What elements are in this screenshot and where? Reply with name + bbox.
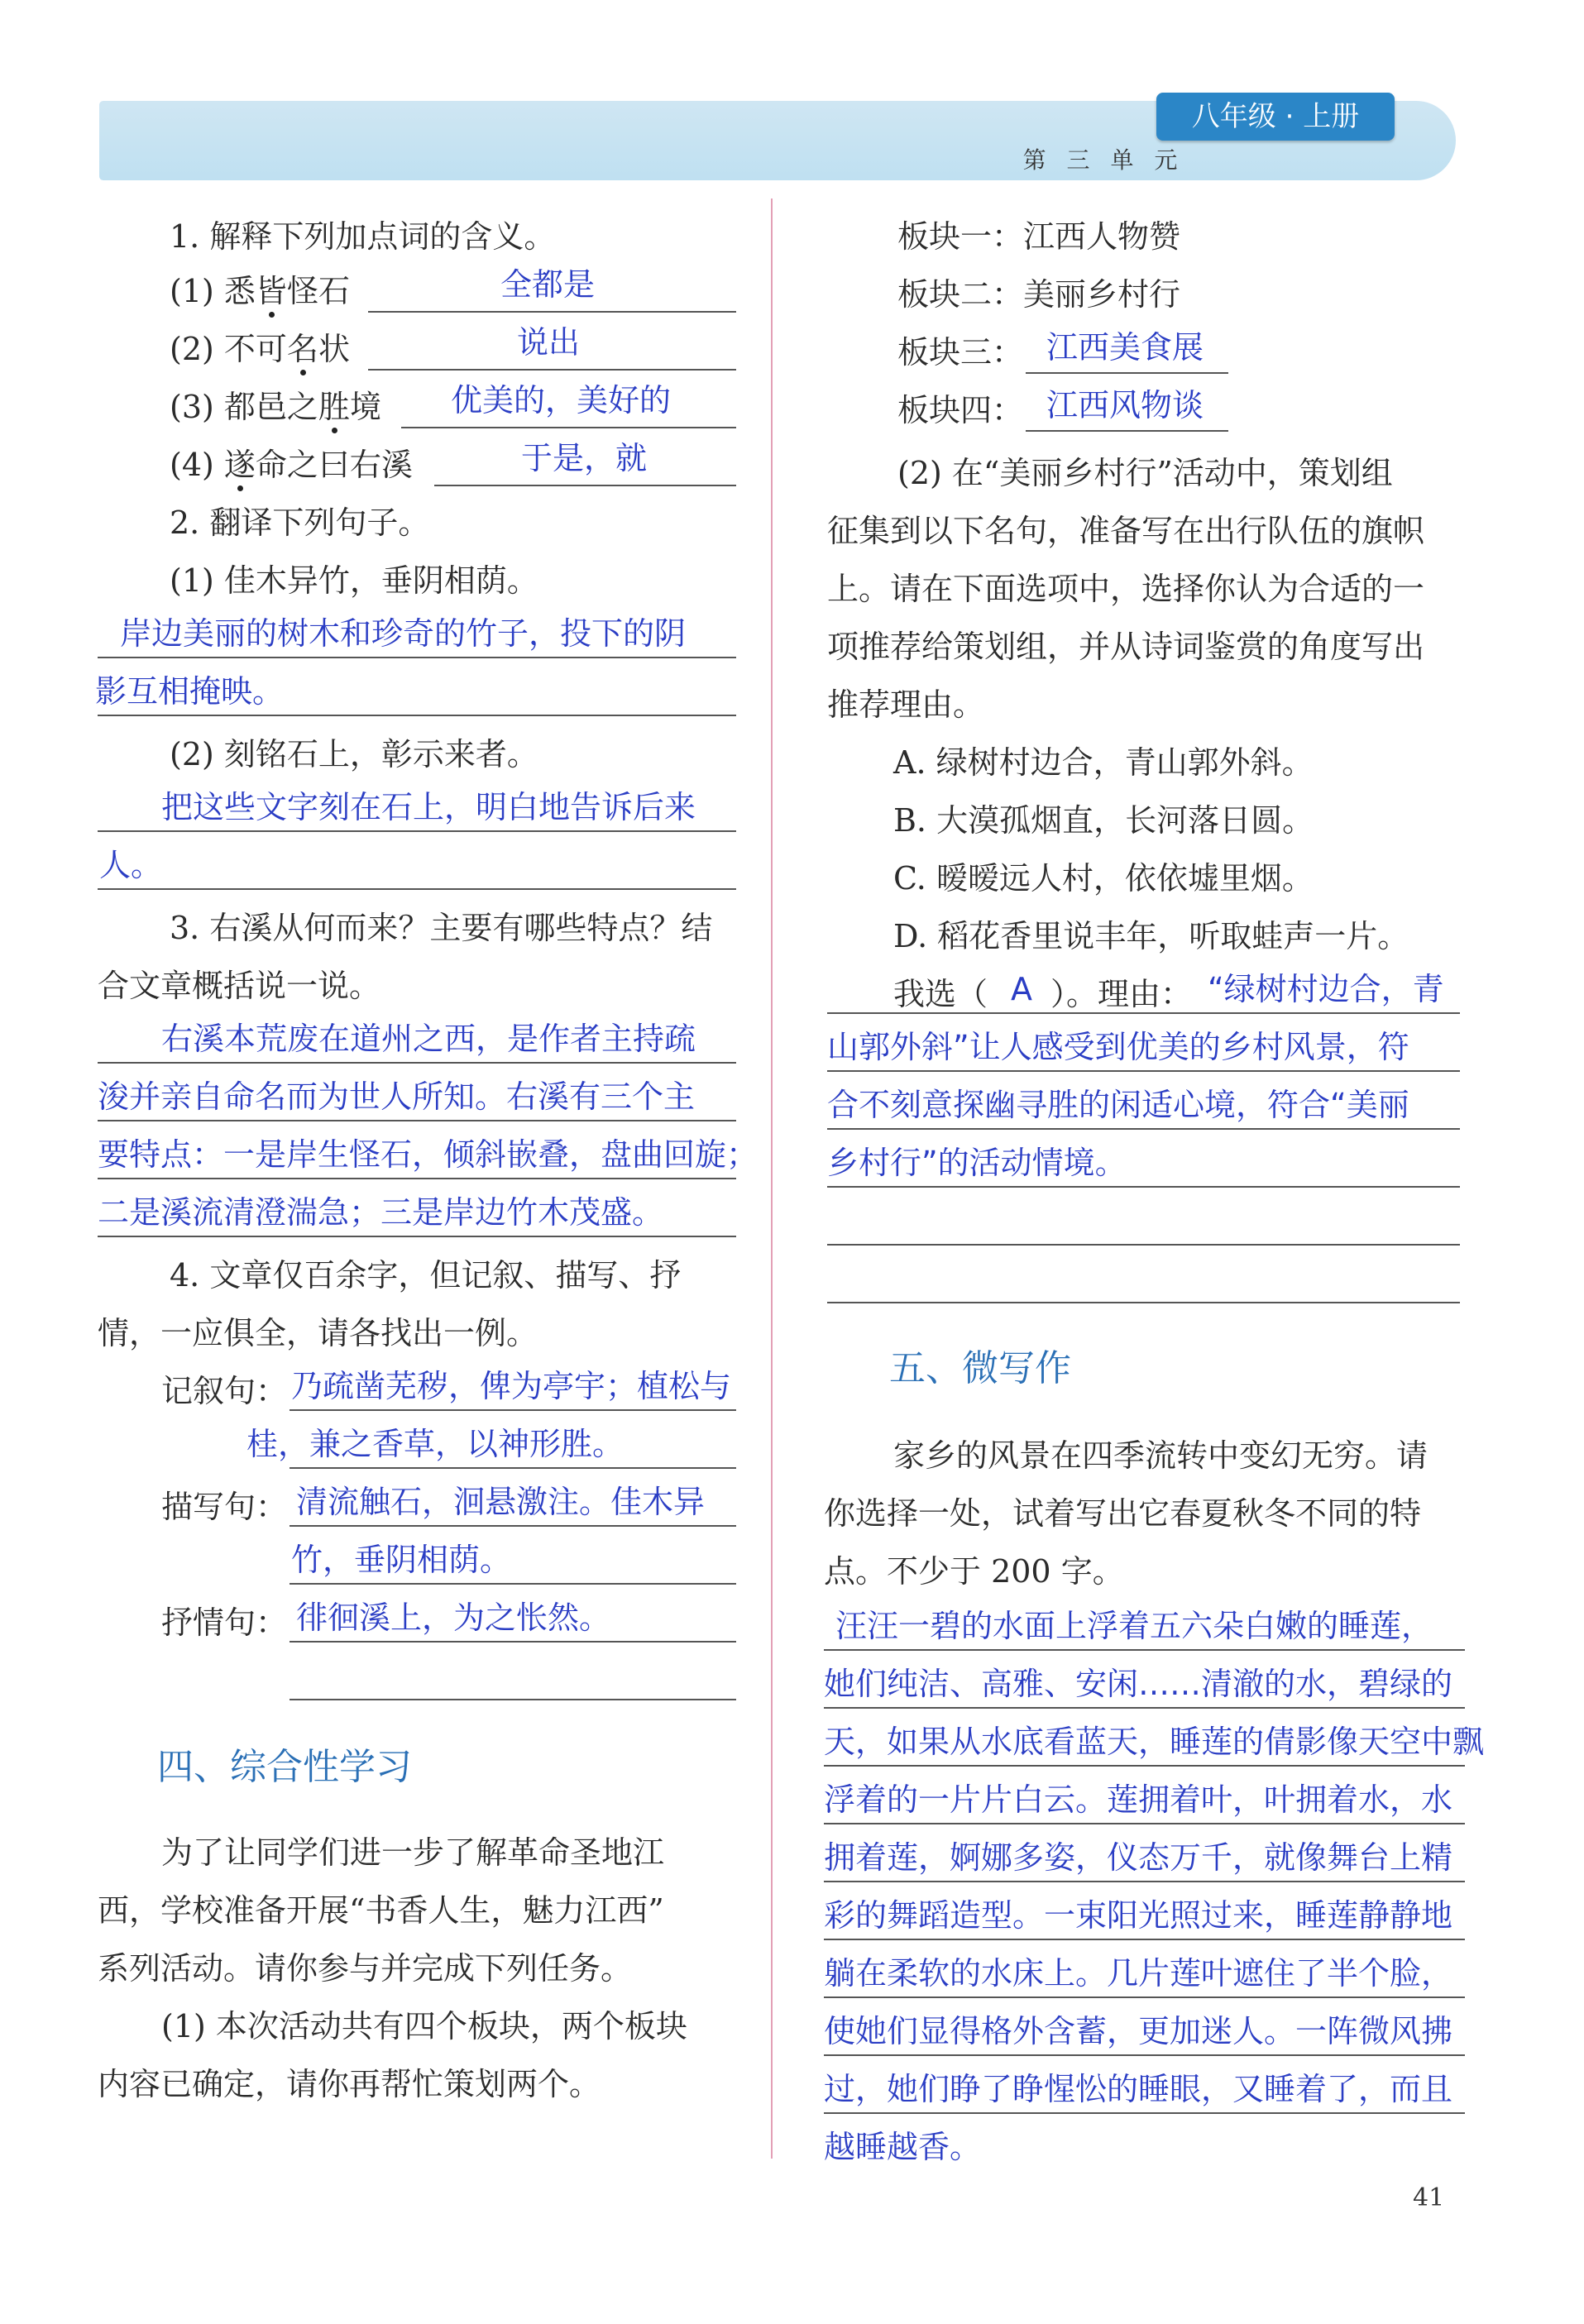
option-a: A. 绿树村边合，青山郭外斜。 [893,744,1314,781]
q1-answer-3: 优美的，美好的 [451,382,672,418]
q2-sentence-2: (2) 刻铭石上，彰示来者。 [170,736,538,772]
answer-line [827,1244,1460,1246]
answer-line [98,715,736,716]
task-2-line-5: 推荐理由。 [827,686,985,723]
essay-line-3: 天，如果从水底看蓝天，睡莲的倩影像天空中飘 [824,1724,1485,1760]
q1-answer-1: 全都是 [500,266,596,303]
answer-line [1026,372,1228,374]
block-1: 板块一：江西人物赞 [897,218,1181,255]
narrate-answer-line-2: 桂，兼之香草，以神形胜。 [246,1426,625,1462]
answer-line [98,888,736,890]
answer-line [824,1996,1465,1998]
answer-line [98,1236,736,1237]
answer-line [827,1128,1460,1130]
answer-line [290,1641,736,1643]
q2-answer-1-line-1: 岸边美丽的树木和珍奇的竹子，投下的阴 [120,615,687,652]
block-3-label: 板块三： [897,334,1024,371]
block-4-answer: 江西风物谈 [1046,387,1204,423]
answer-line [827,1302,1460,1303]
essay-line-6: 彩的舞蹈造型。一束阳光照过来，睡莲静静地 [824,1897,1453,1934]
answer-line [98,830,736,832]
q3-answer-line-2: 浚并亲自命名而为世人所知。右溪有三个主 [98,1078,696,1115]
block-3-answer: 江西美食展 [1046,329,1204,366]
answer-line [401,427,736,428]
essay-line-2: 她们纯洁、高雅、安闲……清澈的水，碧绿的 [824,1666,1453,1702]
task-2-line-4: 项推荐给策划组，并从诗词鉴赏的角度写出 [827,629,1425,665]
reason-line-1: “绿树村边合，青 [1208,971,1444,1007]
q4-prompt-line-1: 4. 文章仅百余字，但记叙、描写、抒 [170,1257,682,1294]
option-c: C. 暧暧远人村，依依墟里烟。 [893,860,1314,897]
section-4-intro-line-3: 系列活动。请你参与并完成下列任务。 [98,1950,633,1987]
describe-answer-line-2: 竹，垂阴相荫。 [291,1542,512,1578]
essay-line-10: 越睡越香。 [824,2129,982,2165]
answer-line [824,1939,1465,1940]
section-5-prompt-line-2: 你选择一处，试着写出它春夏秋冬不同的特 [824,1495,1422,1532]
grade-badge: 八年级 · 上册 [1156,93,1395,141]
essay-line-1: 汪汪一碧的水面上浮着五六朵白嫩的睡莲， [835,1608,1433,1644]
describe-label: 描写句： [161,1489,288,1525]
answer-line [98,657,736,658]
q1-answer-2: 说出 [517,324,581,361]
answer-line [290,1583,736,1585]
answer-line [827,1070,1460,1072]
option-d: D. 稻花香里说丰年，听取蛙声一片。 [893,918,1409,954]
answer-line [368,369,736,371]
section-5-heading: 五、微写作 [889,1347,1071,1389]
answer-line [98,1062,736,1064]
task-2-line-1: (2) 在“美丽乡村行”活动中，策划组 [897,455,1393,491]
q3-answer-line-3: 要特点：一是岸生怪石，倾斜嵌叠，盘曲回旋； [98,1136,759,1173]
q1-item-3: (3) 都邑之胜境 [170,389,381,425]
q1-answer-4: 于是，就 [521,440,648,476]
q4-prompt-line-2: 情，一应俱全，请各找出一例。 [98,1315,538,1351]
essay-line-5: 拥着莲，婀娜多姿，仪态万千，就像舞台上精 [824,1839,1453,1876]
choice-answer: A [1011,971,1032,1007]
q3-answer-line-1: 右溪本荒废在道州之西，是作者主持疏 [161,1021,696,1057]
section-5-prompt-line-1: 家乡的风景在四季流转中变幻无穷。请 [893,1437,1428,1474]
answer-line [290,1699,736,1700]
lyric-label: 抒情句： [161,1604,288,1641]
narrate-answer-line-1: 乃疏凿芜秽，俾为亭宇；植松与 [291,1368,732,1404]
task-2-line-2: 征集到以下名句，准备写在出行队伍的旗帜 [827,513,1425,549]
reason-line-3: 合不刻意探幽寻胜的闲适心境，符合“美丽 [827,1087,1409,1123]
task-1-line-2: 内容已确定，请你再帮忙策划两个。 [98,2066,601,2102]
q2-prompt: 2. 翻译下列句子。 [170,504,430,541]
choice-prefix: 我选（ [893,976,988,1012]
block-2: 板块二：美丽乡村行 [897,276,1181,313]
answer-line [824,1707,1465,1709]
describe-answer-line-1: 清流触石，洄悬激注。佳木异 [296,1484,706,1520]
reason-line-4: 乡村行”的活动情境。 [827,1145,1127,1181]
q3-prompt-line-2: 合文章概括说一说。 [98,968,381,1004]
q1-item-4: (4) 遂命之曰右溪 [170,447,413,483]
answer-line [824,1649,1465,1651]
answer-line [434,485,736,486]
q1-item-2: (2) 不可名状 [170,331,350,367]
q3-prompt-line-1: 3. 右溪从何而来？主要有哪些特点？结 [170,910,713,946]
q3-answer-line-4: 二是溪流清澄湍急；三是岸边竹木茂盛。 [98,1194,664,1231]
task-2-line-3: 上。请在下面选项中，选择你认为合适的一 [827,571,1425,607]
answer-line [290,1525,736,1527]
q1-prompt: 1. 解释下列加点词的含义。 [170,218,556,255]
narrate-label: 记叙句： [161,1373,288,1409]
essay-line-8: 使她们显得格外含蓄，更加迷人。一阵微风拂 [824,2013,1453,2049]
answer-line [824,2112,1465,2114]
answer-line [368,311,736,313]
section-4-heading: 四、综合性学习 [157,1746,412,1788]
task-1-line-1: (1) 本次活动共有四个板块，两个板块 [161,2008,687,2044]
block-4-label: 板块四： [897,392,1024,428]
section-5-prompt-line-3: 点。不少于 200 字。 [824,1553,1124,1590]
answer-line [827,1012,1460,1014]
lyric-answer-line-1: 徘徊溪上，为之怅然。 [296,1600,611,1636]
answer-line [98,1178,736,1179]
answer-line [824,1765,1465,1767]
section-4-intro-line-2: 西，学校准备开展“书香人生，魅力江西” [98,1892,664,1929]
essay-line-7: 躺在柔软的水床上。几片莲叶遮住了半个脸， [824,1955,1453,1992]
q1-item-1: (1) 悉皆怪石 [170,273,350,309]
column-divider [771,198,773,2159]
q2-answer-2-line-2: 人。 [99,847,163,883]
reason-line-2: 山郭外斜”让人感受到优美的乡村风景，符 [827,1029,1409,1065]
answer-line [290,1409,736,1411]
answer-line [824,2054,1465,2056]
q2-sentence-1: (1) 佳木异竹，垂阴相荫。 [170,562,538,599]
page-number: 41 [1413,2183,1445,2212]
answer-line [98,1120,736,1121]
q2-answer-2-line-1: 把这些文字刻在石上，明白地告诉后来 [161,789,696,825]
answer-line [824,1823,1465,1824]
essay-line-9: 过，她们睁了睁惺忪的睡眼，又睡着了，而且 [824,2071,1453,2107]
option-b: B. 大漠孤烟直，长河落日圆。 [893,802,1314,839]
unit-label: 第 三 单 元 [1022,146,1184,174]
q2-answer-1-line-2: 影互相掩映。 [95,673,285,710]
answer-line [290,1467,736,1469]
answer-line [827,1186,1460,1188]
answer-line [1026,430,1228,432]
section-4-intro-line-1: 为了让同学们进一步了解革命圣地江 [161,1834,665,1871]
choice-suffix: ）。理由： [1050,976,1193,1012]
essay-line-4: 浮着的一片片白云。莲拥着叶，叶拥着水，水 [824,1781,1453,1818]
answer-line [824,1881,1465,1882]
